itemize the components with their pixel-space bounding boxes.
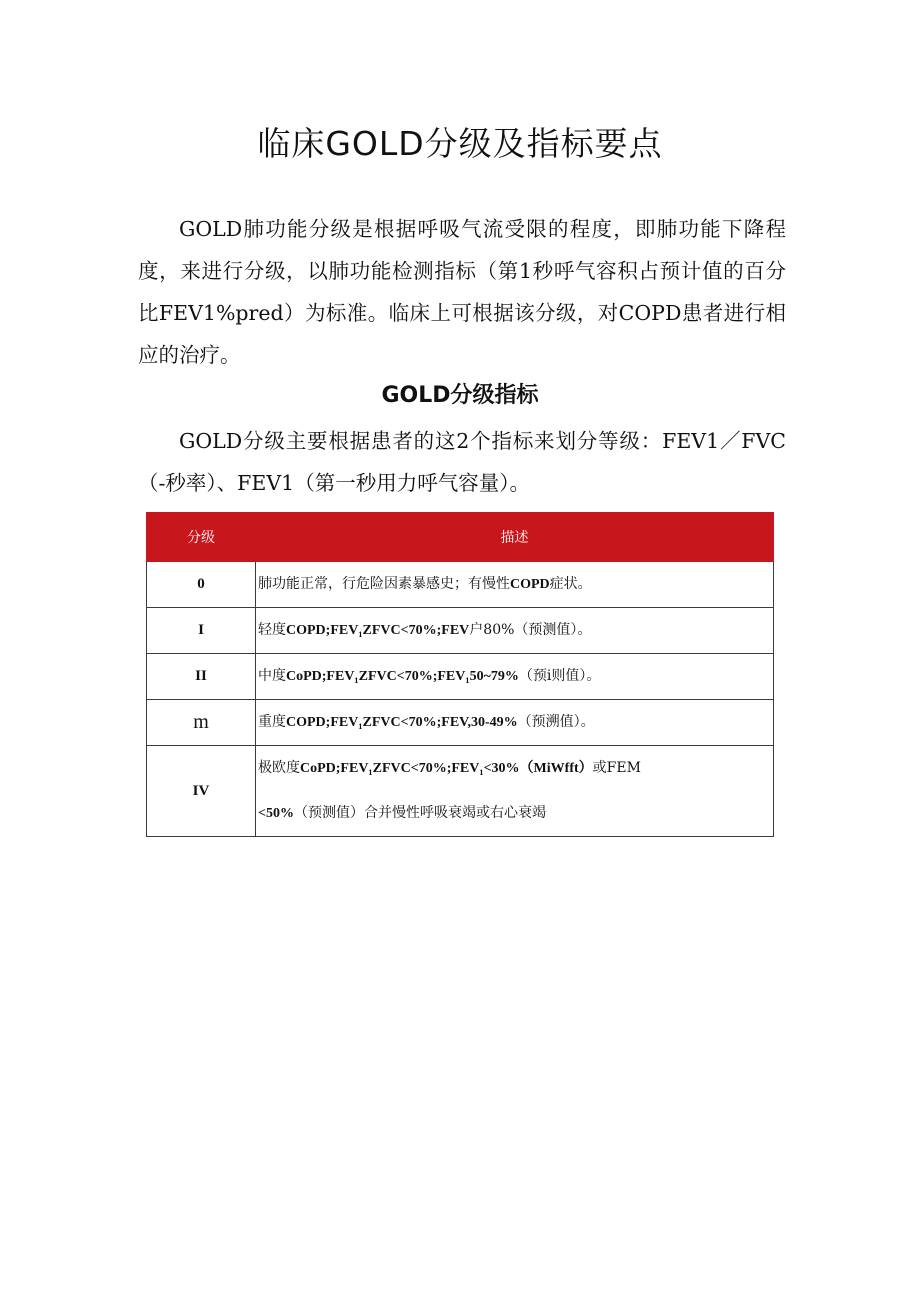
gold-grade-table bbox=[146, 512, 774, 837]
desc-text: 症状。 bbox=[549, 576, 592, 592]
section-paragraph: GOLD分级主要根据患者的这2个指标来划分等级：FEV1／FVC（-秒率）、FEV1（第一秒用力呼气容量）。 bbox=[138, 429, 786, 495]
table-row bbox=[147, 746, 774, 837]
grade-cell: IV bbox=[147, 746, 256, 837]
desc-text: 极欧度 bbox=[258, 760, 300, 776]
desc-text: 户80%（预测值）。 bbox=[469, 622, 592, 638]
description-cell bbox=[256, 700, 774, 746]
intro-paragraph: GOLD肺功能分级是根据呼吸气流受限的程度，即肺功能下降程度，来进行分级，以肺功能检测指标（第1秒呼气容积占预计值的百分比FEV1%pred）为标准。临床上可根据该分级，对COPD患者进行相应的治疗。 bbox=[138, 217, 786, 367]
table-row bbox=[147, 608, 774, 654]
page-title: 临床GOLD分级及指标要点 bbox=[257, 124, 663, 163]
desc-bold-text: <50% bbox=[258, 806, 294, 821]
desc-text: 中度 bbox=[258, 668, 286, 684]
table-header-row bbox=[147, 513, 774, 562]
grade-cell: m bbox=[147, 700, 256, 746]
desc-text: （预测值）合并慢性呼吸衰竭或右心衰竭 bbox=[293, 805, 546, 821]
table-row bbox=[147, 562, 774, 608]
table-row bbox=[147, 654, 774, 700]
description-cell bbox=[256, 654, 774, 700]
header-description: 描述 bbox=[256, 513, 774, 562]
grade-cell: I bbox=[147, 608, 256, 654]
desc-bold-text: COPD;FEV₁ZFVC<70%;FEV bbox=[286, 623, 470, 638]
desc-text: （预i则值）。 bbox=[518, 668, 601, 684]
desc-bold-text: COPD;FEV₁ZFVC<70%;FEV,30-49% bbox=[286, 715, 518, 730]
desc-text: （预溯值）。 bbox=[517, 714, 595, 730]
grade-cell: 0 bbox=[147, 562, 256, 608]
desc-text: 或FEM bbox=[592, 760, 641, 776]
grade-cell: II bbox=[147, 654, 256, 700]
table-row bbox=[147, 700, 774, 746]
desc-text: 轻度 bbox=[258, 622, 286, 638]
desc-bold-text: CoPD;FEV₁ZFVC<70%;FEV₁<30%（MiWfft） bbox=[300, 761, 593, 776]
section-title: GOLD分级指标 bbox=[381, 383, 539, 408]
desc-bold-text: CoPD;FEV₁ZFVC<70%;FEV₁50~79% bbox=[286, 669, 519, 684]
desc-text: 肺功能正常，行危险因素暴感史；有慢性 bbox=[258, 576, 510, 592]
desc-text: 重度 bbox=[258, 714, 286, 730]
description-cell bbox=[256, 608, 774, 654]
description-cell bbox=[256, 746, 774, 837]
header-grade: 分级 bbox=[147, 513, 256, 562]
description-cell bbox=[256, 562, 774, 608]
desc-bold-text: COPD bbox=[510, 577, 550, 592]
